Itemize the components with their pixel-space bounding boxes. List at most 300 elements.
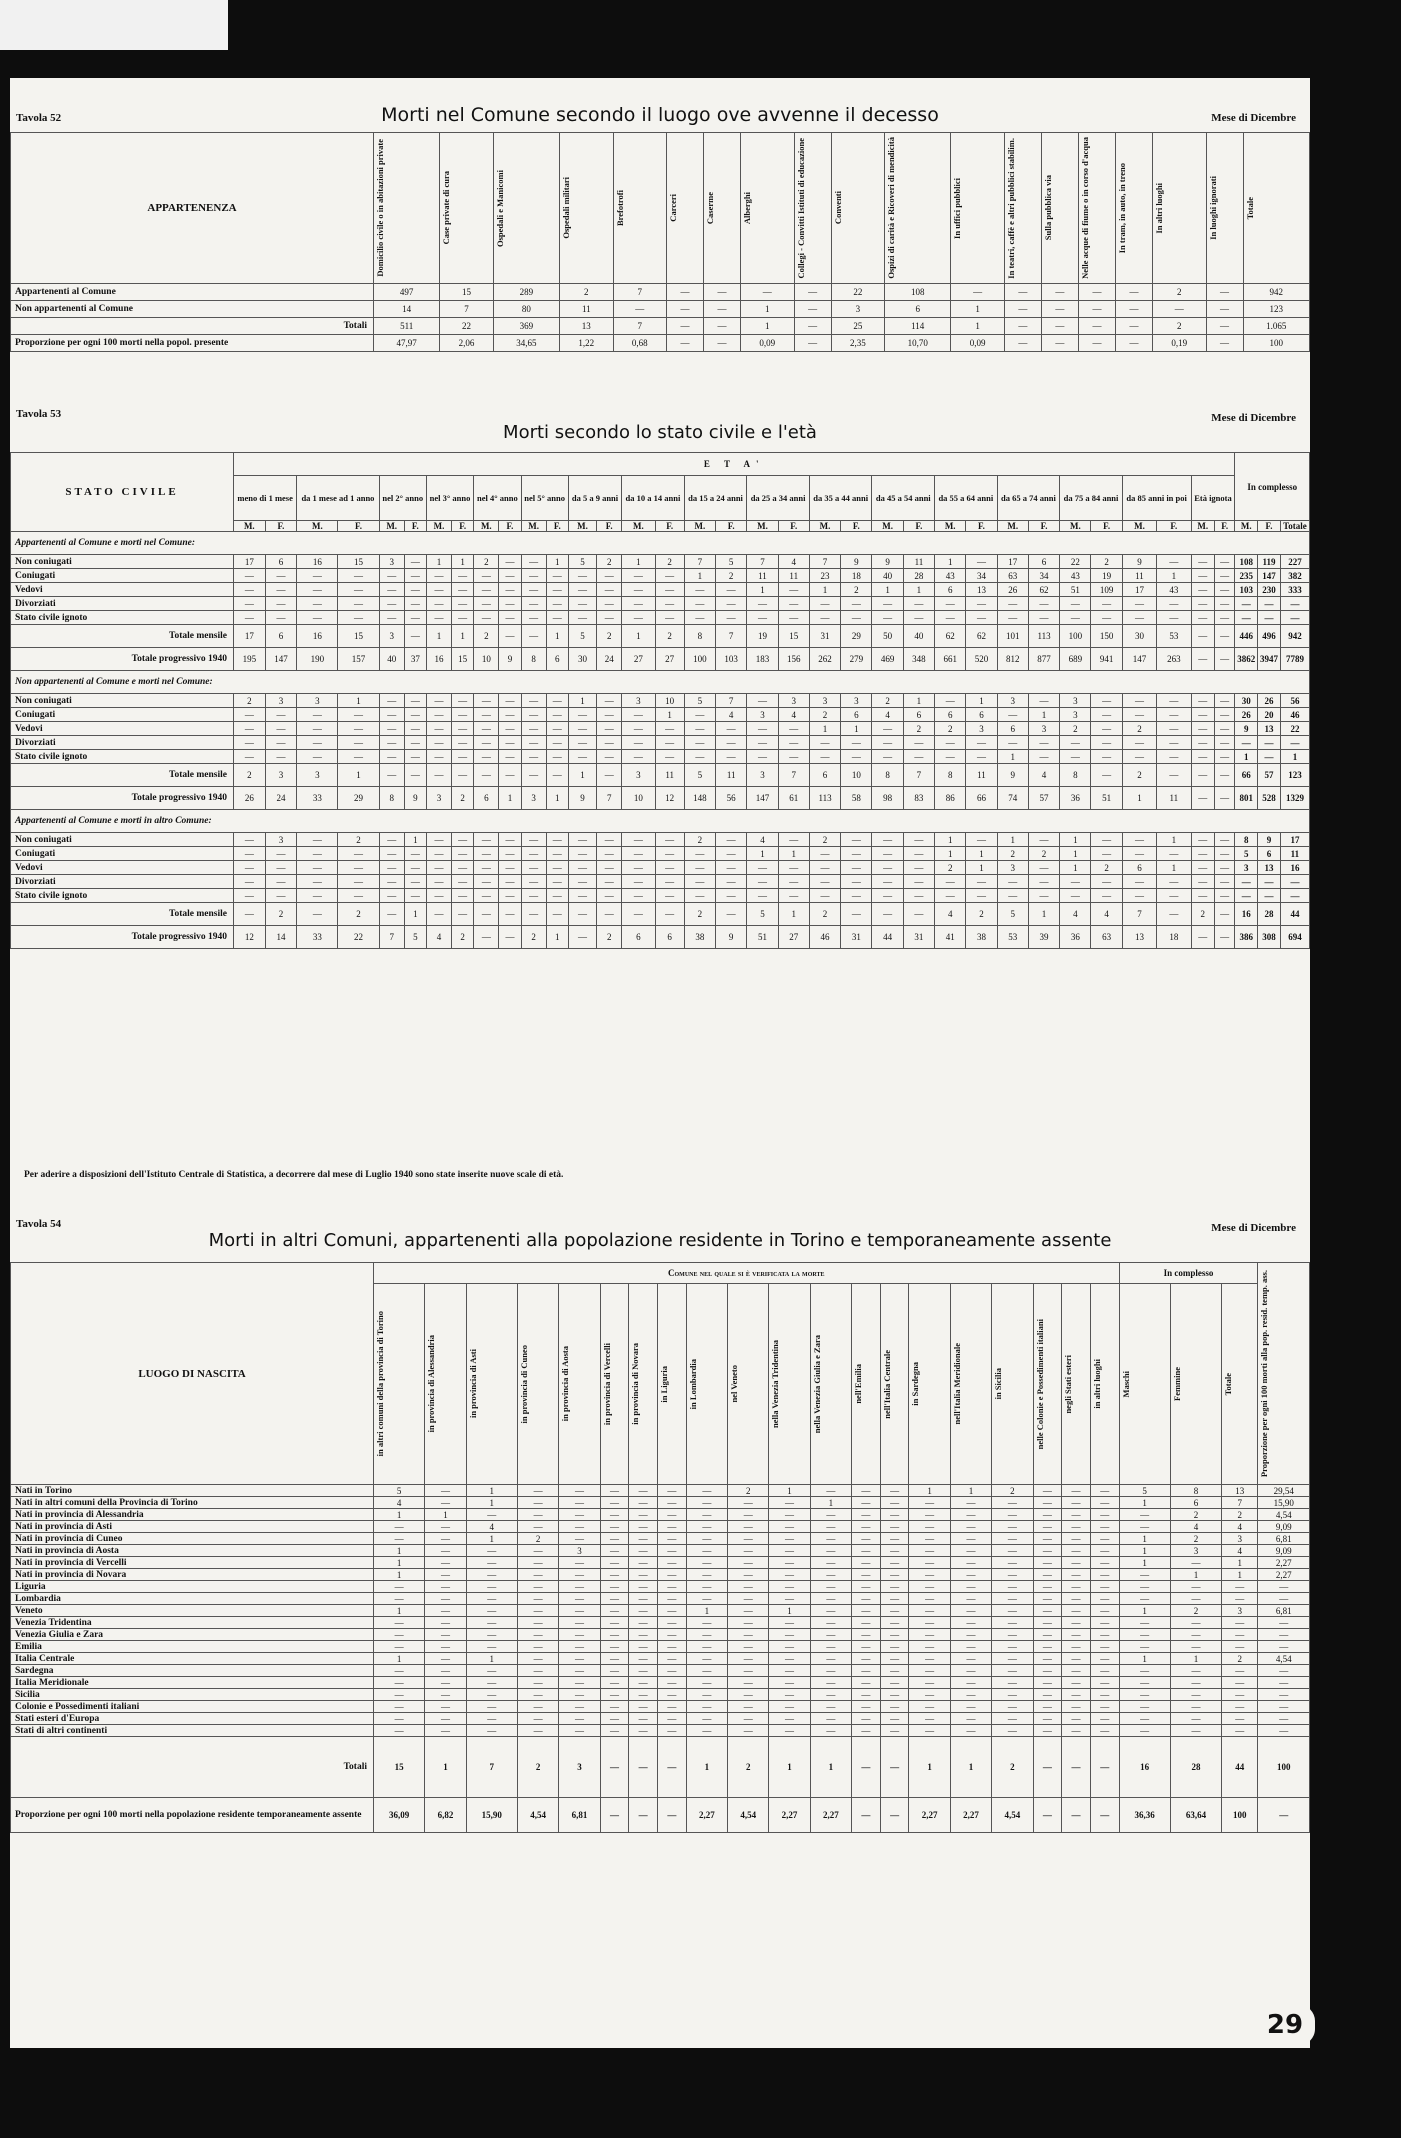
table-cell: — <box>1191 597 1214 611</box>
row-label: Stati esteri d'Europa <box>11 1713 374 1725</box>
table-cell: — <box>841 611 872 625</box>
table-cell: — <box>657 1701 686 1713</box>
table-cell: — <box>426 694 451 708</box>
table-cell: 74 <box>997 787 1028 810</box>
table-cell: 1 <box>499 787 521 810</box>
table-cell: — <box>655 861 684 875</box>
table-cell: — <box>265 722 297 736</box>
table-cell: — <box>1170 1701 1221 1713</box>
table-cell: — <box>521 903 546 926</box>
table-cell: — <box>992 1713 1033 1725</box>
table-cell: 62 <box>966 625 997 648</box>
table-cell: — <box>1170 1557 1221 1569</box>
table-cell: — <box>425 1605 466 1617</box>
table-cell: — <box>379 583 404 597</box>
table-cell: 2 <box>234 764 266 787</box>
table-cell: — <box>1078 301 1115 318</box>
table-cell: — <box>686 1653 727 1665</box>
table-cell: 33 <box>297 787 338 810</box>
table-cell: — <box>655 736 684 750</box>
table-cell: — <box>1206 335 1243 352</box>
table-cell: — <box>728 1581 769 1593</box>
table-cell: — <box>872 861 903 875</box>
table-cell: — <box>716 875 747 889</box>
table-cell: — <box>1122 833 1156 847</box>
table-cell: — <box>1115 284 1152 301</box>
table-cell: — <box>474 611 499 625</box>
table-cell: 17 <box>1280 833 1309 847</box>
table-cell: — <box>374 1725 425 1737</box>
table-cell: — <box>880 1677 909 1689</box>
table-cell: 1 <box>686 1605 727 1617</box>
table-cell: 11 <box>560 301 613 318</box>
table-cell: — <box>1222 1701 1258 1713</box>
table-cell: 5 <box>1235 847 1258 861</box>
table-cell: — <box>747 597 778 611</box>
table-cell: 942 <box>1243 284 1309 301</box>
table-cell: — <box>992 1521 1033 1533</box>
table-cell: — <box>426 764 451 787</box>
table-cell: 1 <box>546 625 568 648</box>
table-cell: — <box>852 1593 881 1605</box>
column-header <box>1258 1263 1310 1485</box>
column-header: M. <box>426 521 451 532</box>
row-label: Totali <box>11 1737 374 1798</box>
table-cell: 2,27 <box>909 1798 950 1833</box>
table-cell: 469 <box>872 648 903 671</box>
table-cell: — <box>474 736 499 750</box>
table-cell: 113 <box>1028 625 1059 648</box>
table-cell: — <box>880 1665 909 1677</box>
table-cell: — <box>559 1605 600 1617</box>
table-cell: — <box>728 1509 769 1521</box>
table-cell: 1 <box>1157 833 1191 847</box>
table-cell: — <box>568 875 596 889</box>
table-cell: — <box>1191 875 1214 889</box>
table-cell: — <box>684 597 715 611</box>
table-cell: — <box>992 1605 1033 1617</box>
table-cell: — <box>880 1737 909 1798</box>
table-cell: — <box>559 1593 600 1605</box>
table-row <box>11 1557 1310 1569</box>
t52-title: Morti nel Comune secondo il luogo ove avvenne il decesso <box>381 104 939 126</box>
table-cell: — <box>1214 847 1234 861</box>
table-cell: 0,68 <box>613 335 666 352</box>
table-cell: 190 <box>297 648 338 671</box>
table-cell: — <box>521 736 546 750</box>
table-cell: 6,82 <box>425 1798 466 1833</box>
table-cell: — <box>809 875 840 889</box>
table-cell: — <box>950 1533 991 1545</box>
table-cell: — <box>297 903 338 926</box>
table-row <box>11 1485 1310 1497</box>
table-cell: — <box>517 1557 558 1569</box>
table-cell: — <box>600 1798 629 1833</box>
table-cell: — <box>1078 318 1115 335</box>
table-cell: 40 <box>379 648 404 671</box>
column-header: M. <box>809 521 840 532</box>
table-cell: — <box>1090 1569 1119 1581</box>
table-cell: — <box>474 861 499 875</box>
table-cell: 53 <box>997 926 1028 949</box>
column-header <box>880 1284 909 1485</box>
table-cell: — <box>880 1653 909 1665</box>
table-cell: — <box>1115 318 1152 335</box>
table-cell: — <box>1258 1798 1310 1833</box>
table-cell: — <box>559 1677 600 1689</box>
table-cell: 1 <box>1235 750 1258 764</box>
table-cell: — <box>629 1665 658 1677</box>
column-header: M. <box>1191 521 1214 532</box>
table-cell: 3 <box>966 722 997 736</box>
table-cell: — <box>1033 1689 1062 1701</box>
table-cell: — <box>935 889 966 903</box>
table-cell: — <box>992 1533 1033 1545</box>
table-cell: — <box>872 833 903 847</box>
table-cell: — <box>880 1533 909 1545</box>
table-cell: — <box>374 1713 425 1725</box>
column-header: In complesso <box>1119 1263 1258 1284</box>
table-cell: 10 <box>474 648 499 671</box>
column-header-text: nell'Italia Centrale <box>881 1349 892 1419</box>
table-cell: 11 <box>1157 787 1191 810</box>
table-cell: — <box>629 1497 658 1509</box>
table-cell: — <box>872 611 903 625</box>
table-row <box>11 736 1310 750</box>
table-cell: 5 <box>404 926 426 949</box>
table-cell: — <box>903 847 934 861</box>
table-cell: — <box>1033 1581 1062 1593</box>
table-cell: — <box>1060 597 1091 611</box>
table-cell: — <box>474 569 499 583</box>
table-cell: — <box>1258 597 1281 611</box>
table-cell: — <box>852 1497 881 1509</box>
table-cell: — <box>728 1593 769 1605</box>
table-cell: — <box>1191 764 1214 787</box>
table-cell: — <box>1028 597 1059 611</box>
column-header: Età ignota <box>1191 476 1235 521</box>
row-label: Stato civile ignoto <box>11 750 234 764</box>
table-cell: — <box>657 1725 686 1737</box>
table-cell: — <box>684 611 715 625</box>
column-header: M. <box>521 521 546 532</box>
table-cell: 22 <box>338 926 379 949</box>
table-cell: — <box>1122 736 1156 750</box>
table-cell: — <box>474 875 499 889</box>
table-cell: — <box>600 1701 629 1713</box>
table-cell: — <box>778 583 809 597</box>
table-cell: — <box>909 1665 950 1677</box>
table-cell: — <box>951 284 1004 301</box>
table-cell: — <box>568 903 596 926</box>
column-header-text: In tram, in auto, in treno <box>1116 162 1127 254</box>
table-cell: — <box>841 750 872 764</box>
table-cell: 17 <box>234 625 266 648</box>
table-cell: — <box>1235 736 1258 750</box>
table-cell: — <box>597 861 622 875</box>
table-cell: — <box>517 1569 558 1581</box>
table-row <box>11 833 1310 847</box>
column-header <box>909 1284 950 1485</box>
column-header-text: in provincia di Alessandria <box>426 1335 437 1433</box>
table-cell: — <box>1033 1569 1062 1581</box>
table-cell: — <box>297 889 338 903</box>
table-cell: — <box>1033 1798 1062 1833</box>
column-header-text: Femmine <box>1171 1367 1182 1401</box>
table-cell: — <box>992 1497 1033 1509</box>
table-cell: 103 <box>1235 583 1258 597</box>
table-cell: 289 <box>493 284 559 301</box>
table-cell: — <box>474 583 499 597</box>
table-cell: — <box>852 1665 881 1677</box>
table-cell: 1 <box>426 625 451 648</box>
table-cell: — <box>935 597 966 611</box>
total-row <box>11 926 1310 949</box>
table-cell: 942 <box>1280 625 1309 648</box>
table-cell: — <box>426 611 451 625</box>
table-cell: — <box>1122 694 1156 708</box>
table-cell: 2 <box>992 1485 1033 1497</box>
table-cell: — <box>379 569 404 583</box>
table-cell: — <box>338 847 379 861</box>
table-cell: 2 <box>655 555 684 569</box>
table-cell: — <box>297 611 338 625</box>
column-header: da 10 a 14 anni <box>622 476 685 521</box>
table-cell: — <box>425 1545 466 1557</box>
table-cell: — <box>1214 583 1234 597</box>
table-cell: — <box>1280 736 1309 750</box>
column-header-text: Ospedali militari <box>561 177 572 239</box>
table-cell: — <box>629 1617 658 1629</box>
table-cell: — <box>810 1593 851 1605</box>
table-cell: 6 <box>474 787 499 810</box>
column-header: F. <box>1258 521 1281 532</box>
table-cell: — <box>809 597 840 611</box>
table-cell: — <box>426 569 451 583</box>
table-cell: — <box>466 1701 517 1713</box>
table-cell: — <box>903 750 934 764</box>
table-cell: 1 <box>1119 1533 1170 1545</box>
table-cell: 3 <box>297 694 338 708</box>
table-cell: 9 <box>499 648 521 671</box>
table-cell: — <box>716 736 747 750</box>
table-row <box>11 1689 1310 1701</box>
table-cell: — <box>1191 889 1214 903</box>
table-cell: 11 <box>655 764 684 787</box>
table-cell: — <box>1091 597 1122 611</box>
table-cell: — <box>880 1557 909 1569</box>
table-cell: 7 <box>809 555 840 569</box>
table-cell: 3 <box>559 1545 600 1557</box>
table-cell: — <box>1033 1629 1062 1641</box>
table-cell: 25 <box>831 318 884 335</box>
table-cell: — <box>716 861 747 875</box>
table-cell: 1 <box>841 722 872 736</box>
table-cell: — <box>794 318 831 335</box>
t52-label: Tavola 52 <box>16 112 62 124</box>
table-cell: — <box>426 597 451 611</box>
table-cell: — <box>1028 694 1059 708</box>
table-cell: — <box>517 1677 558 1689</box>
table-cell: — <box>872 847 903 861</box>
table-cell: — <box>655 722 684 736</box>
table-cell: 1 <box>1170 1569 1221 1581</box>
table-cell: — <box>474 750 499 764</box>
row-label: Appartenenti al Comune <box>11 284 374 301</box>
table-cell: — <box>684 861 715 875</box>
header-row <box>11 133 1310 284</box>
table-cell: 3 <box>1028 722 1059 736</box>
table-cell: — <box>425 1653 466 1665</box>
column-header-text: nella Venezia Tridentina <box>770 1339 781 1428</box>
table-cell: — <box>1170 1617 1221 1629</box>
table-cell: — <box>728 1713 769 1725</box>
table-cell: — <box>1033 1509 1062 1521</box>
row-label: Divorziati <box>11 736 234 750</box>
table-cell: — <box>1028 861 1059 875</box>
table-cell: — <box>1062 1653 1091 1665</box>
table-cell: — <box>265 597 297 611</box>
table-cell: — <box>521 694 546 708</box>
table-cell: — <box>1157 889 1191 903</box>
table-cell: — <box>600 1593 629 1605</box>
table-cell: — <box>1214 694 1234 708</box>
table-cell: 3 <box>831 301 884 318</box>
table-cell: 1.065 <box>1243 318 1309 335</box>
table-cell: 8 <box>872 764 903 787</box>
table-cell: — <box>769 1665 810 1677</box>
table-cell: 1 <box>1028 903 1059 926</box>
table-cell: 6 <box>841 708 872 722</box>
table-cell: 9 <box>404 787 426 810</box>
table-cell: — <box>568 889 596 903</box>
table-cell: 3 <box>297 764 338 787</box>
table-cell: 11 <box>1280 847 1309 861</box>
column-header <box>741 133 794 284</box>
table-cell: — <box>1119 1725 1170 1737</box>
table-cell: 2 <box>809 833 840 847</box>
table-cell: — <box>1062 1713 1091 1725</box>
column-header: M. <box>622 521 655 532</box>
table-cell: — <box>452 611 474 625</box>
table-cell: 12 <box>655 787 684 810</box>
column-header <box>686 1284 727 1485</box>
table-cell: — <box>629 1509 658 1521</box>
table-cell: — <box>704 318 741 335</box>
table-cell: — <box>810 1605 851 1617</box>
row-label: Totale mensile <box>11 764 234 787</box>
table-cell: — <box>1191 708 1214 722</box>
corner-tab <box>0 0 228 50</box>
table-cell: 5 <box>716 555 747 569</box>
table-cell: 100 <box>1243 335 1309 352</box>
table-cell: — <box>426 889 451 903</box>
table-cell: — <box>568 750 596 764</box>
table-cell: — <box>466 1665 517 1677</box>
table-cell: — <box>297 861 338 875</box>
table-cell: — <box>452 875 474 889</box>
row-label: Coniugati <box>11 569 234 583</box>
table-cell: — <box>1258 875 1281 889</box>
table-row <box>11 1509 1310 1521</box>
table-cell: — <box>297 708 338 722</box>
table-cell: 1 <box>374 1557 425 1569</box>
table-cell: — <box>684 750 715 764</box>
table-cell: — <box>903 597 934 611</box>
table-cell: — <box>1033 1665 1062 1677</box>
table-cell: — <box>597 847 622 861</box>
table-cell: 5 <box>997 903 1028 926</box>
table-cell: 3 <box>379 555 404 569</box>
table-cell: — <box>909 1629 950 1641</box>
table-cell: — <box>1090 1689 1119 1701</box>
column-header-text: In luoghi ignorati <box>1207 176 1218 240</box>
table-cell: 1 <box>374 1545 425 1557</box>
table-cell: 44 <box>1280 903 1309 926</box>
table-cell: — <box>1090 1605 1119 1617</box>
table-cell: 1 <box>778 847 809 861</box>
table-cell: — <box>1033 1593 1062 1605</box>
table-cell: — <box>655 569 684 583</box>
table-cell: 148 <box>684 787 715 810</box>
table-cell: 497 <box>374 284 440 301</box>
table-cell: — <box>809 611 840 625</box>
table-cell: — <box>452 736 474 750</box>
table-cell: — <box>666 284 703 301</box>
table-cell: — <box>559 1629 600 1641</box>
table-cell: 279 <box>841 648 872 671</box>
table-cell: — <box>778 597 809 611</box>
table-cell: 2 <box>474 555 499 569</box>
table-cell: — <box>1214 597 1234 611</box>
table-cell: — <box>517 1593 558 1605</box>
table-cell: — <box>992 1641 1033 1653</box>
table-cell: 13 <box>1122 926 1156 949</box>
table-cell: — <box>1090 1725 1119 1737</box>
table-cell: 19 <box>1091 569 1122 583</box>
column-header: da 35 a 44 anni <box>809 476 872 521</box>
table-cell: — <box>404 708 426 722</box>
table-cell: — <box>474 903 499 926</box>
table-cell: 1 <box>810 1737 851 1798</box>
table-cell: — <box>546 847 568 861</box>
table-cell: — <box>747 889 778 903</box>
table-cell: — <box>778 889 809 903</box>
table-cell: — <box>425 1641 466 1653</box>
table-cell: — <box>265 889 297 903</box>
table-cell: — <box>872 750 903 764</box>
table-cell: — <box>992 1569 1033 1581</box>
table-cell: 31 <box>841 926 872 949</box>
table-cell: — <box>597 611 622 625</box>
table-cell: — <box>499 694 521 708</box>
page-number: 29 <box>1255 2005 1315 2045</box>
table-cell: 16 <box>1280 861 1309 875</box>
table-cell: — <box>778 861 809 875</box>
table-cell: — <box>568 736 596 750</box>
table-cell: 1 <box>655 708 684 722</box>
table-cell: 13 <box>560 318 613 335</box>
table-cell: — <box>1090 1581 1119 1593</box>
table-cell: 1 <box>951 318 1004 335</box>
table-cell: — <box>686 1665 727 1677</box>
table-cell: 7789 <box>1280 648 1309 671</box>
column-header <box>1222 1284 1258 1485</box>
table-cell: — <box>1170 1593 1221 1605</box>
table-cell: 9 <box>568 787 596 810</box>
column-header <box>613 133 666 284</box>
table-cell: — <box>810 1557 851 1569</box>
